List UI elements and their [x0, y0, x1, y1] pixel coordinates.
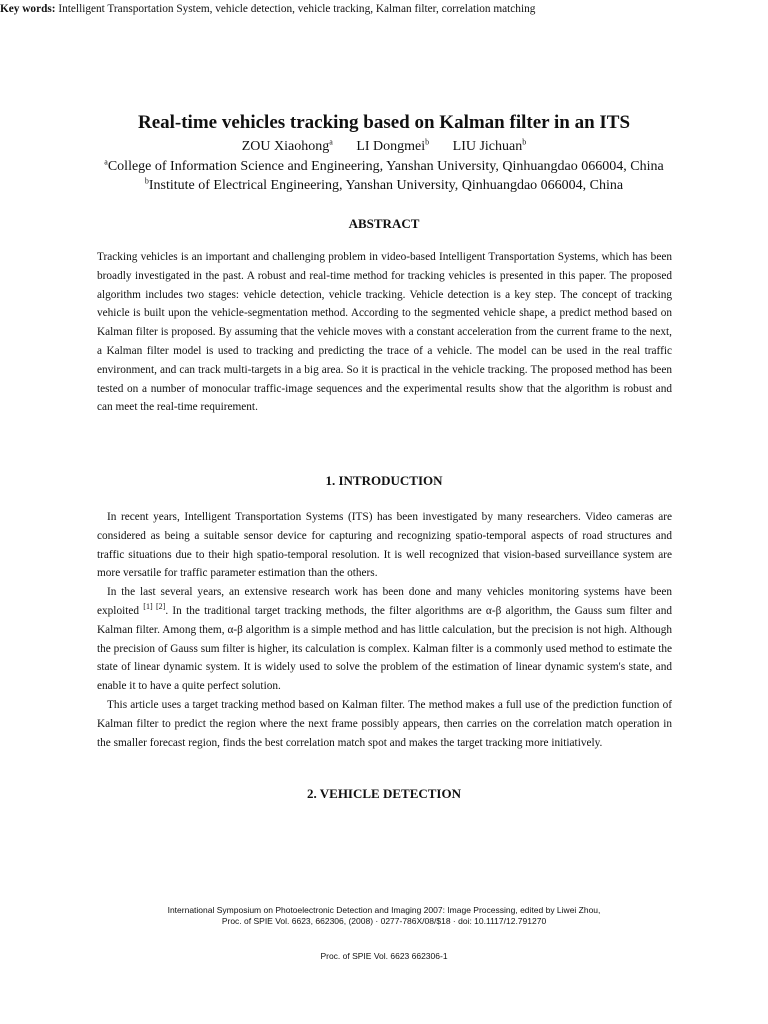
keywords-label: Key words: — [0, 3, 56, 15]
abstract-heading: ABSTRACT — [348, 216, 420, 231]
citation-ref: [1] [2] — [143, 602, 166, 612]
author-list — [40, 139, 728, 155]
paper-title: Real-time vehicles tracking based on Kalman filter in an ITS — [137, 112, 631, 133]
author-2: LI Dongmei$^b$ — [356, 137, 430, 154]
keywords-text: Intelligent Transportation System, vehicle detection, vehicle tracking, Kalman filter, correlation matching — [55, 3, 536, 15]
page-number: Proc. of SPIE Vol. 6623 662306-1 — [320, 951, 448, 961]
abstract-text: Tracking vehicles is an important and challenging problem in video-based Intelligent Transportation Systems, which has been broadly investigated in the past. A robust and real-time method for tracking vehicles is presented in this paper. The proposed algorithm includes two stages: vehicle detection, vehicle tracking. Vehicle detection is a key step. The concept of tracking vehicle is built upon the vehicle-segmentation method. According to the segmented vehicle shape, a predict method based on Kalman filter is proposed. By assuming that the vehicle moves with a constant acceleration from the current frame to the next, a Kalman filter model is used to tracking and predicting the trace of a vehicle. The model can be used in the real traffic environment, and can track multi-targets in a big area. So it is practical in the vehicle tracking. The proposed method has been tested on a number of monocular traffic-image sequences and the experimental results show that the algorithm is robust and can meet the real-time requirement. — [97, 251, 672, 414]
section2-heading: 2. VEHICLE DETECTION — [307, 786, 461, 801]
introduction-body — [97, 508, 672, 752]
affiliation-a: $^a$College of Information Science and Engineering, Yanshan University, Qinhuangdao 066004, China — [104, 157, 664, 174]
introduction-heading: 1. INTRODUCTION — [325, 473, 443, 488]
affiliation-b: $^b$Institute of Electrical Engineering, Yanshan University, Qinhuangdao 066004, China — [144, 176, 624, 193]
publication-info — [60, 905, 708, 927]
author-3: LIU Jichuan$^b$ — [452, 137, 527, 154]
publication-line-2: Proc. of SPIE Vol. 6623, 662306, (2008) · 0277-786X/08/$18 · doi: 10.1117/12.791270 — [221, 916, 547, 926]
publication-line-1: International Symposium on Photoelectronic Detection and Imaging 2007: Image Processing, edited by Liwei Zhou, — [167, 905, 601, 915]
keywords — [0, 0, 590, 19]
intro-paragraph-1: In recent years, Intelligent Transportation Systems (ITS) has been investigated by many researchers. Video cameras are considered as being a suitable sensor device for capturing and recognizing spatio-temporal aspects of road structures and traffic situations due to their high spatio-temporal resolution. It is well recognized that vision-based surveillance system are more versatile for traffic parameter estimation than the others. — [97, 511, 672, 580]
intro-paragraph-2: In the last several years, an extensive research work has been done and many vehicles monitoring systems have been exploited [1] [2]. In the traditional target tracking methods, the filter algorithms are α-β algorithm, the Gauss sum filter and Kalman filter. Among them, α-β algorithm is a simple method and has little calculation, but the precision is not high. Although the precision of Gauss sum filter is higher, its calculation is complex. Kalman filter is a commonly used method to estimate the state of linear dynamic system. It is widely used to solve the problem of the estimation of linear dynamic system's state, and enable it to have a quite perfect solution. — [97, 586, 672, 693]
author-1: ZOU Xiaohong$^a$ — [241, 137, 333, 154]
intro-paragraph-3: This article uses a target tracking method based on Kalman filter. The method makes a full use of the prediction function of Kalman filter to predict the region where the next frame possibly appears, then carries on the correlation match operation in the smaller forecast region, finds the best correlation match spot and makes the target tracking more initiatively. — [97, 698, 672, 749]
